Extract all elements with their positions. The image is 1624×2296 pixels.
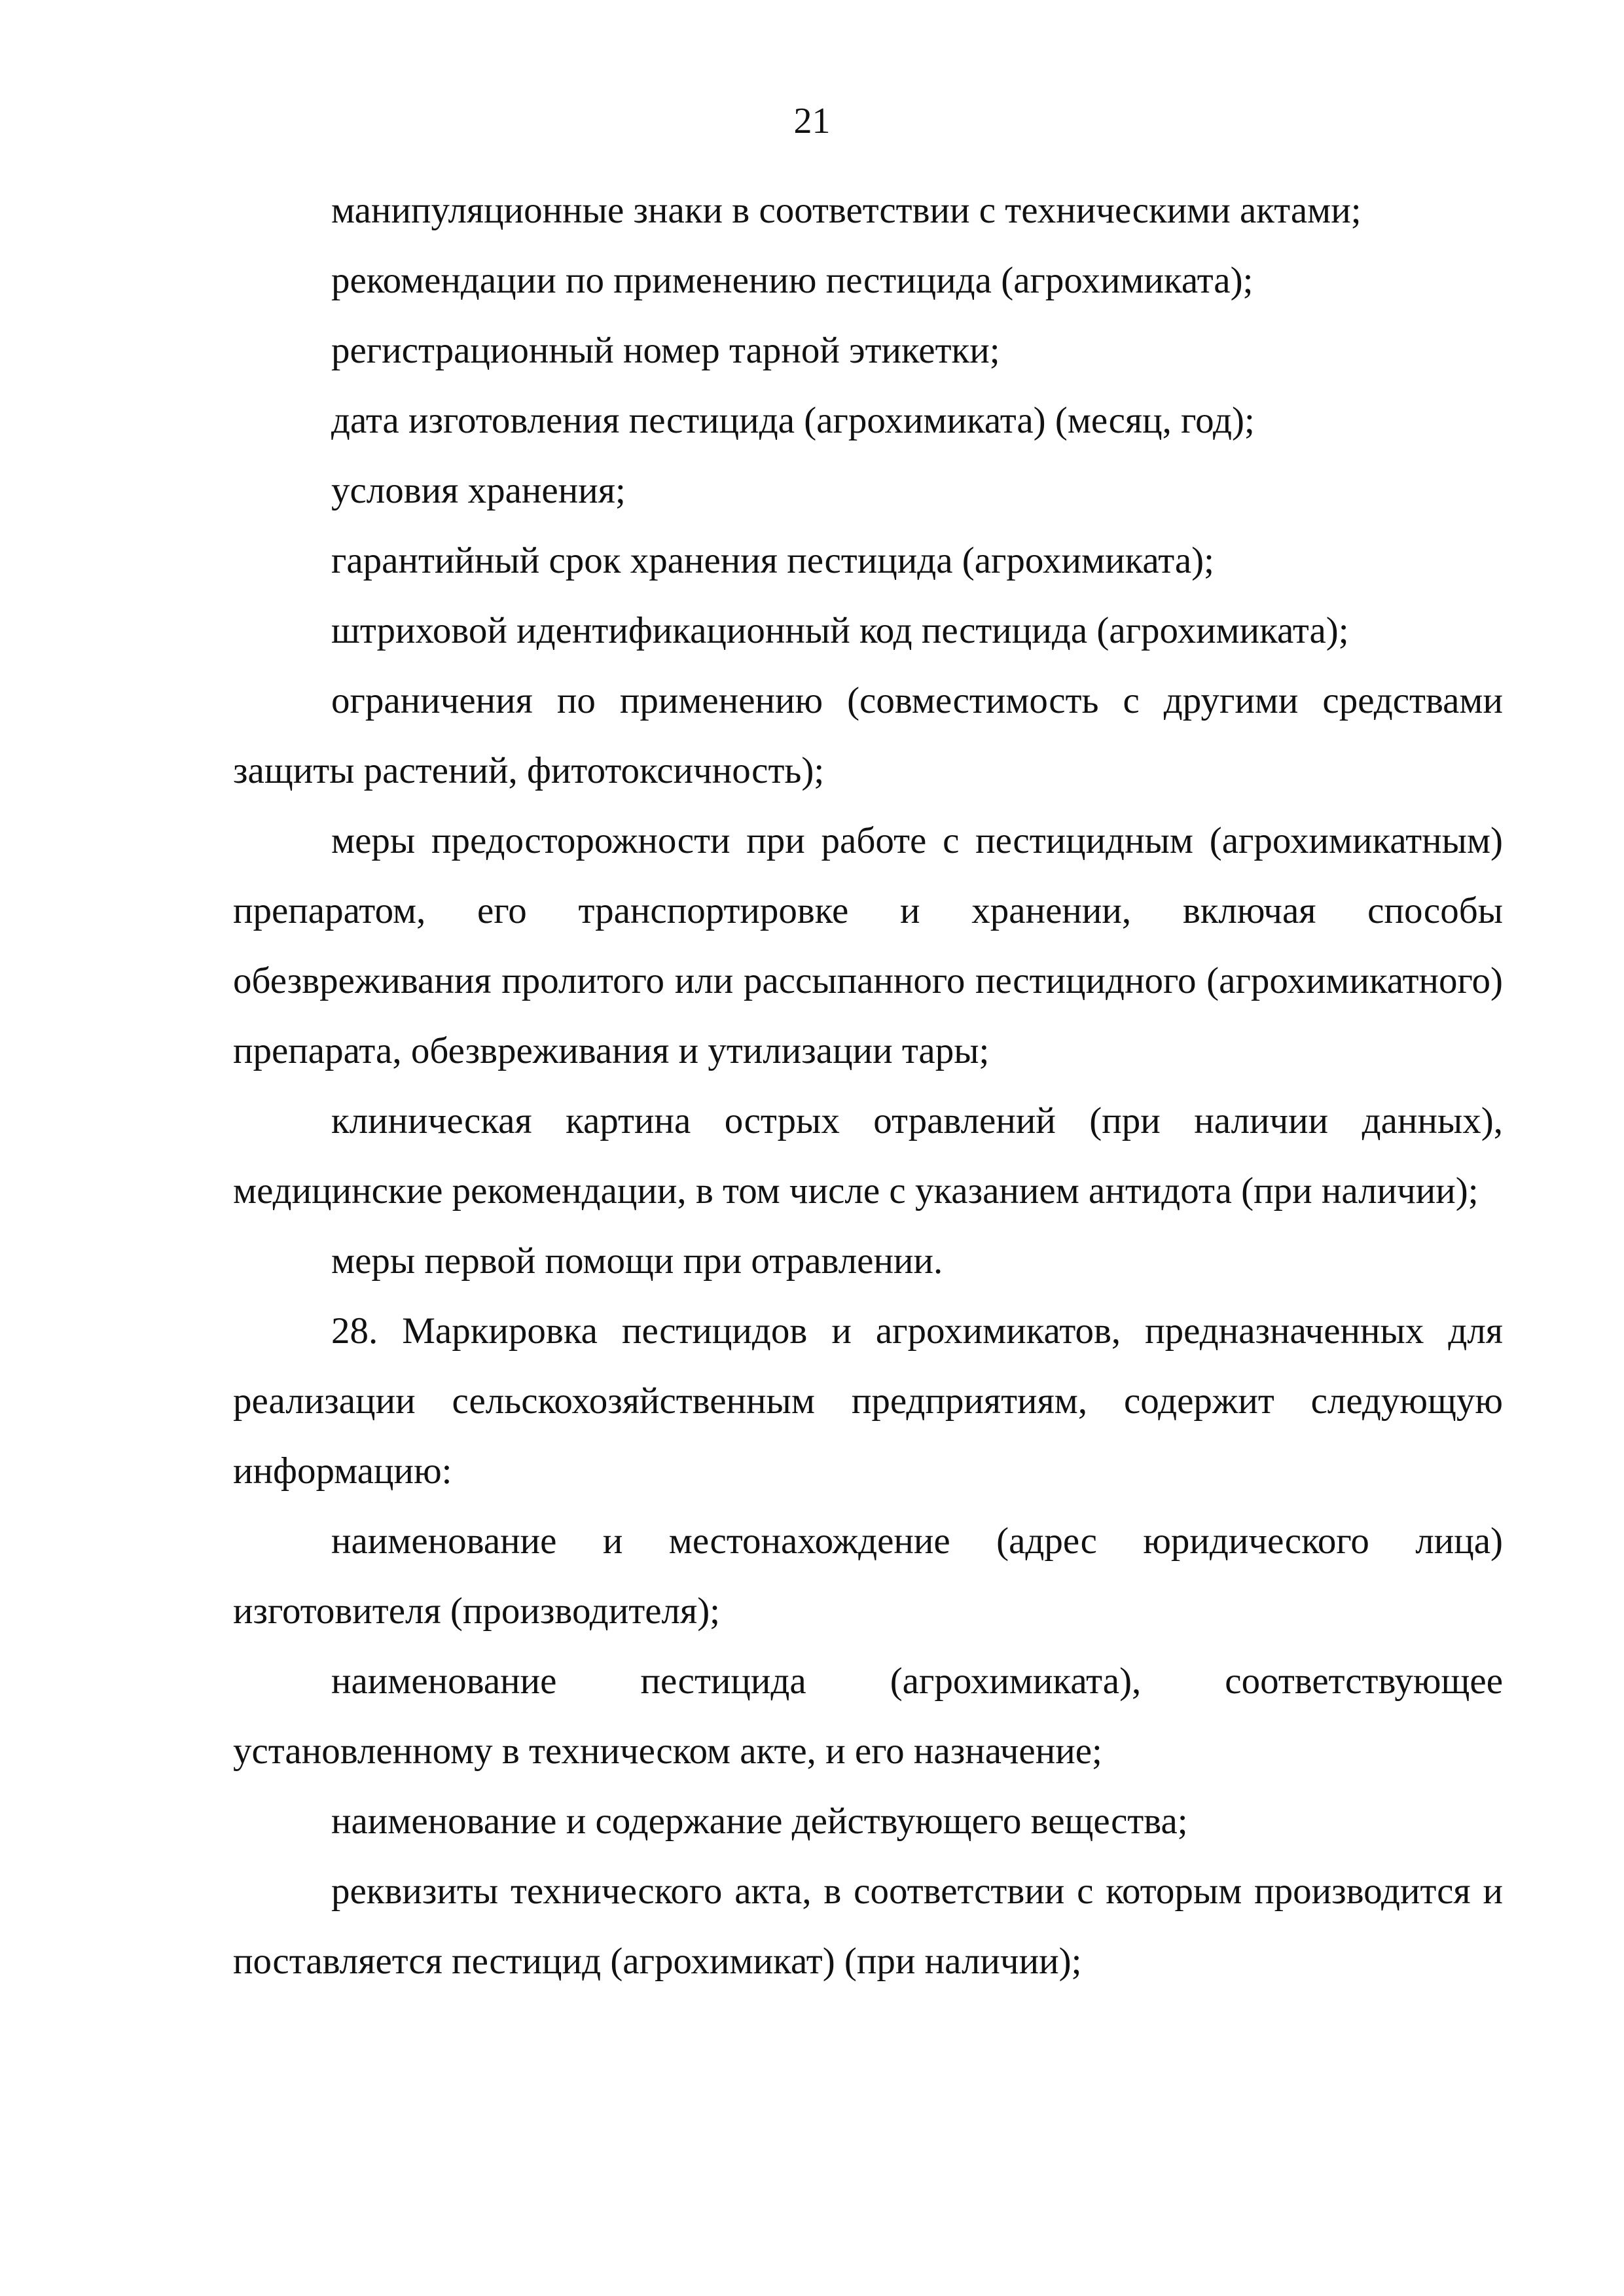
list-item-manufacture-date: дата изготовления пестицида (агрохимиката) (месяц, год); — [331, 400, 1255, 441]
list-item-storage-conditions: условия хранения; — [331, 470, 626, 511]
list-item-handling-marks: манипуляционные знаки в соответствии с техническими актами; — [331, 190, 1362, 231]
list-item-clinical-picture: клиническая картина острых отравлений (при наличии данных), медицинские рекомендации, в том числе с указанием антидота (при наличии); — [233, 1100, 1503, 1211]
list-item-precautions: меры предосторожности при работе с пестицидным (агрохимикатным) препаратом, его транспортировке и хранении, включая способы обезвреживания пролитого или рассыпанного пестицидного (агрохимикатного) препарата, обезвреживания и утилизации тары; — [233, 820, 1503, 1071]
list-item-registration-number: регистрационный номер тарной этикетки; — [331, 330, 1000, 371]
list-item-usage-restrictions: ограничения по применению (совместимость с другими средствами защиты растений, фитотоксичность); — [233, 680, 1503, 791]
clause-28: 28. Маркировка пестицидов и агрохимикатов, предназначенных для реализации сельскохозяйственным предприятиям, содержит следующую информацию: — [233, 1310, 1503, 1492]
list-item-first-aid: меры первой помощи при отравлении. — [331, 1240, 943, 1282]
body-text — [233, 175, 1503, 1996]
list-item-usage-recommendations: рекомендации по применению пестицида (агрохимиката); — [331, 260, 1254, 301]
list-item-active-substance: наименование и содержание действующего вещества; — [331, 1801, 1188, 1842]
list-item-barcode: штриховой идентификационный код пестицида (агрохимиката); — [331, 610, 1349, 651]
page-number: 21 — [793, 101, 831, 141]
list-item-product-name: наименование пестицида (агрохимиката), соответствующее установленному в техническом акте, и его назначение; — [233, 1660, 1503, 1772]
list-item-shelf-life: гарантийный срок хранения пестицида (агрохимиката); — [331, 540, 1214, 581]
list-item-manufacturer-name: наименование и местонахождение (адрес юридического лица) изготовителя (производителя); — [233, 1520, 1503, 1632]
list-item-technical-act-details: реквизиты технического акта, в соответствии с которым производится и поставляется пестицид (агрохимикат) (при наличии); — [233, 1871, 1503, 1982]
